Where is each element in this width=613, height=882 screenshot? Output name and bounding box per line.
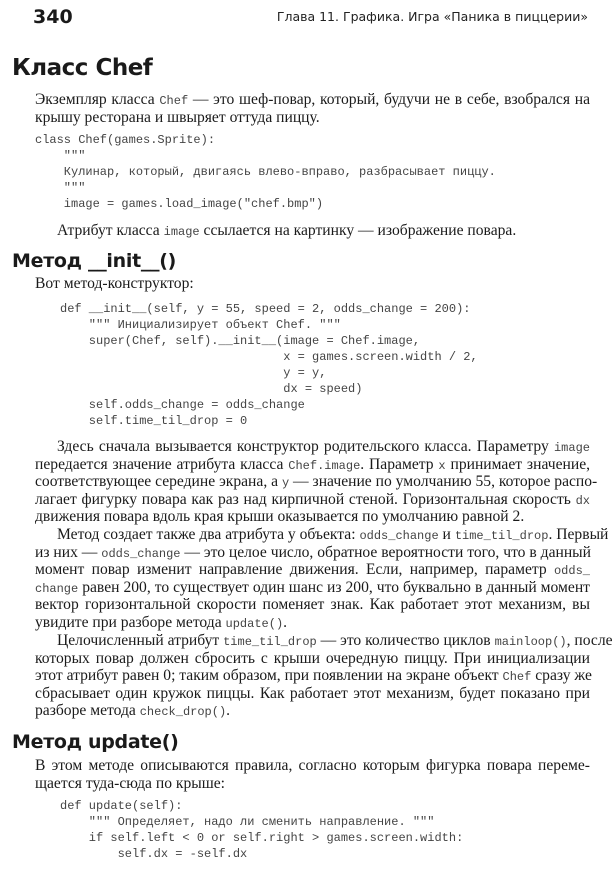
paragraph-time-til-drop bbox=[35, 632, 613, 720]
code-line: def update(self): bbox=[60, 799, 183, 813]
inline-code: dx bbox=[575, 493, 590, 508]
text-segment: сбрасывает один кружок пиццы. Как работает этот механизм, будет показано при bbox=[35, 684, 590, 702]
text-line bbox=[35, 579, 590, 597]
text-segment: крышу ресторана и швыряет оттуда пиццу. bbox=[35, 108, 320, 126]
code-line: """ Инициализирует объект Chef. """ bbox=[60, 318, 341, 332]
inline-code: odds_ bbox=[553, 564, 590, 579]
text-line bbox=[35, 702, 590, 720]
text-line bbox=[35, 650, 590, 668]
inline-code: check_drop() bbox=[139, 705, 227, 720]
text-segment: этот атрибут равен 0; таким образом, при появлении на экране объект bbox=[35, 667, 503, 685]
code-line: y = y, bbox=[60, 366, 327, 380]
text-segment: . Параметр bbox=[360, 455, 439, 473]
paragraph-odds-change bbox=[35, 526, 609, 632]
text-segment: момент повар изменит направление движения. Если, например, параметр bbox=[35, 561, 554, 579]
code-line: """ Определяет, надо ли сменить направление. """ bbox=[60, 815, 435, 829]
code-line: Кулинар, который, двигаясь влево-вправо, разбрасывает пиццу. bbox=[35, 165, 496, 179]
text-segment: Вот метод-конструктор: bbox=[35, 275, 194, 292]
text-segment: лагает фигурку повара как раз над кирпичной стеной. Горизонтальная скорость bbox=[35, 490, 576, 508]
text-line bbox=[35, 685, 590, 703]
text-line bbox=[35, 222, 590, 240]
text-line bbox=[35, 596, 590, 614]
code-init bbox=[60, 301, 478, 429]
page-number: 340 bbox=[33, 6, 73, 28]
text-segment: увидите при разборе метода bbox=[35, 613, 226, 631]
text-segment: В этом методе описываются правила, согласно которым фигурка повара переме- bbox=[35, 757, 590, 774]
text-line bbox=[35, 526, 609, 544]
inline-code: odds_change bbox=[101, 546, 181, 561]
inline-code: y bbox=[281, 476, 290, 491]
text-line bbox=[35, 109, 590, 127]
inline-code: Chef bbox=[502, 670, 532, 685]
heading-init: Метод __init__() bbox=[12, 250, 177, 272]
text-segment: , после bbox=[566, 632, 613, 649]
inline-code: odds_change bbox=[359, 529, 439, 543]
text-segment: Атрибут класса bbox=[57, 222, 164, 239]
paragraph-constructor-intro bbox=[35, 275, 590, 293]
text-line bbox=[35, 544, 590, 562]
text-segment: движения повара вдоль края крыши оказывается по умолчанию равной 2. bbox=[35, 508, 525, 526]
code-line: """ bbox=[35, 149, 86, 163]
text-segment: щается туда-сюда по крыше: bbox=[35, 774, 226, 792]
inline-code: update() bbox=[225, 616, 284, 631]
text-line bbox=[35, 91, 590, 109]
inline-code: Chef.image bbox=[288, 458, 361, 473]
text-segment: сразу же bbox=[531, 667, 592, 685]
text-line bbox=[35, 561, 590, 579]
code-line: if self.left < 0 or self.right > games.screen.width: bbox=[60, 831, 464, 845]
text-segment: . bbox=[226, 702, 231, 720]
code-update bbox=[60, 798, 463, 862]
text-line bbox=[35, 438, 590, 456]
text-segment: — это количество циклов bbox=[316, 632, 495, 649]
inline-code: Chef bbox=[159, 94, 189, 108]
paragraph-update-intro bbox=[35, 757, 590, 792]
code-line: image = games.load_image("chef.bmp") bbox=[35, 197, 324, 211]
text-segment: Метод создает также два атрибута у объекта: bbox=[57, 526, 360, 543]
text-segment: Экземпляр класса bbox=[35, 91, 160, 108]
text-line bbox=[35, 508, 590, 526]
inline-code: time_til_drop bbox=[454, 529, 549, 543]
paragraph-image-attr bbox=[35, 222, 590, 240]
paragraph-intro bbox=[35, 91, 590, 126]
text-segment: и bbox=[438, 526, 455, 543]
code-line: self.dx = -self.dx bbox=[60, 847, 248, 861]
running-header: Глава 11. Графика. Игра «Паника в пиццерии» bbox=[276, 9, 588, 24]
text-segment: разборе метода bbox=[35, 702, 140, 720]
inline-code: change bbox=[35, 581, 79, 596]
text-line bbox=[35, 275, 590, 293]
heading-update: Метод update() bbox=[12, 731, 179, 753]
text-line bbox=[35, 757, 590, 775]
text-segment: которых повар должен сбросить с крыши очередную пиццу. При инициализации bbox=[35, 649, 590, 667]
code-line: self.odds_change = odds_change bbox=[60, 398, 305, 412]
text-segment: равен 200, то существует один шанс из 200, что буквально в данный момент bbox=[78, 578, 590, 596]
text-segment: — это целое число, обратное вероятности того, что в данный bbox=[180, 543, 592, 561]
text-line bbox=[35, 491, 590, 509]
code-line: """ bbox=[35, 181, 86, 195]
text-segment: Здесь сначала вызывается конструктор родительского класса. Параметру bbox=[57, 438, 554, 455]
inline-code: image bbox=[553, 441, 590, 455]
text-segment: соответствующее середине экрана, а bbox=[35, 473, 282, 491]
text-segment: из них — bbox=[35, 543, 102, 561]
inline-code: x bbox=[438, 458, 446, 473]
text-segment: — значение по умолчанию 55, которое распо- bbox=[289, 473, 598, 491]
text-line bbox=[35, 456, 590, 474]
code-line: dx = speed) bbox=[60, 382, 363, 396]
text-segment: ссылается на картинку — изображение повара. bbox=[199, 222, 517, 239]
code-line: self.time_til_drop = 0 bbox=[60, 414, 248, 428]
text-line bbox=[35, 632, 613, 650]
text-segment: передается значение атрибута класса bbox=[35, 455, 289, 473]
text-segment: . Первый bbox=[548, 526, 609, 543]
text-line bbox=[35, 775, 590, 793]
code-line: def __init__(self, y = 55, speed = 2, odds_change = 200): bbox=[60, 302, 471, 316]
text-segment: . bbox=[283, 613, 288, 631]
paragraph-init-explain bbox=[35, 438, 598, 526]
section-title: Класс Chef bbox=[12, 55, 153, 81]
text-line bbox=[35, 667, 590, 685]
text-line bbox=[35, 473, 598, 491]
text-segment: Целочисленный атрибут bbox=[57, 632, 224, 649]
text-line bbox=[35, 614, 590, 632]
code-line: x = games.screen.width / 2, bbox=[60, 350, 478, 364]
inline-code: time_til_drop bbox=[223, 635, 317, 649]
code-line: super(Chef, self).__init__(image = Chef.image, bbox=[60, 334, 421, 348]
code-class-chef bbox=[35, 132, 496, 212]
code-line: class Chef(games.Sprite): bbox=[35, 133, 216, 147]
text-segment: принимает значение, bbox=[445, 455, 591, 473]
inline-code: image bbox=[163, 225, 200, 239]
text-segment: вектор горизонтальной скорости поменяет знак. Как работает этот механизм, вы bbox=[35, 596, 590, 614]
inline-code: mainloop() bbox=[494, 635, 567, 649]
text-segment: — это шеф-повар, который, будучи не в себе, взобрался на bbox=[188, 91, 590, 108]
